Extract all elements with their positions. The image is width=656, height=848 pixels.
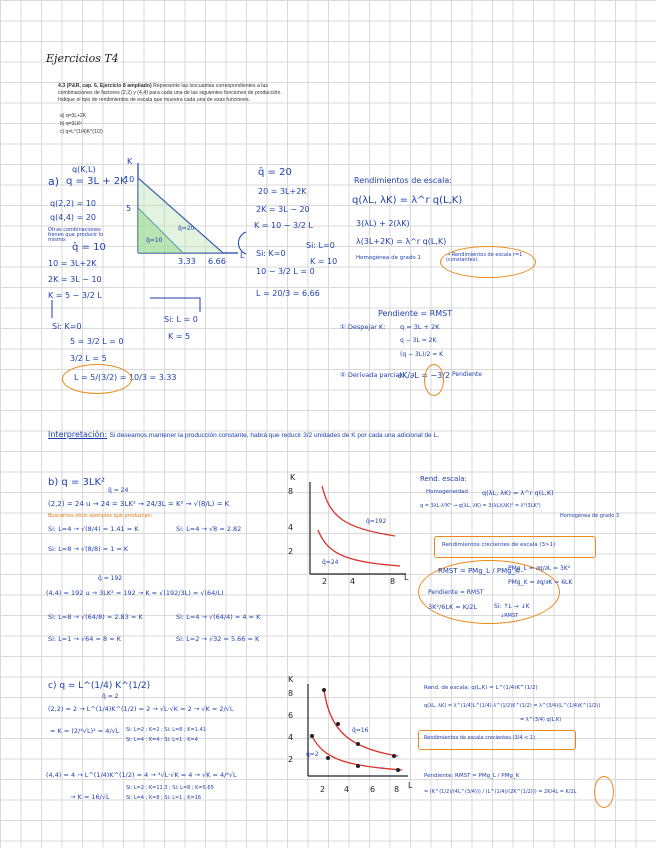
b-line6: Si: L=4 → √(64/4) = 4 = K [176, 613, 261, 621]
a-slope-eq1: q = 3L + 2K [400, 323, 440, 331]
b-rmst7: ↓RMST [500, 613, 519, 619]
c-isoquant-16 [324, 690, 398, 756]
interpretation [48, 430, 439, 439]
b-rmst1: RMST = PMg_L / PMg_K [438, 567, 520, 575]
c-graph-label-2: q̄=2 [306, 751, 319, 758]
a-graph-ytick1: 10 [124, 175, 135, 184]
b-line8: Si: L=2 → √32 = 5.66 = K [176, 635, 260, 643]
a-step1: 10 = 3L+2K [48, 259, 97, 268]
b-isoquant-192 [322, 486, 395, 536]
c-graph-ytick1: 8 [288, 689, 294, 698]
a-slope-label: Pendiente [452, 371, 482, 378]
b-line1: Si: L=4 → √(8/4) = 1.41 = K [48, 525, 139, 533]
b-line7: Si: L=1 → √64 = 8 = K [48, 635, 121, 643]
b-qbar1: q̄ = 24 [108, 487, 129, 494]
a-slope-step1: ① Despejar K: [340, 323, 386, 331]
a-func-label: q(K,L) [72, 165, 96, 174]
a-graph-y-axis-label: K [127, 157, 133, 166]
c-line1: (2,2) = 2 → L^(1/4)K^(1/2) = 2 → √L·√K = 2 → √K = 2/√L [48, 705, 234, 713]
c-line4: Si: L=4 ; K=4 ; Si: L=1 ; K=4 [126, 737, 198, 743]
c-graph-xtick4: 8 [394, 785, 400, 794]
a-slope-title: Pendiente = RMST [378, 309, 453, 318]
a-label: a) [48, 175, 60, 188]
a-graph-label-20: q̄=20 [178, 225, 195, 232]
b-qbar2: q̄ = 192 [98, 575, 123, 582]
a-step9: K = 5 [168, 332, 191, 341]
b-graph-y-axis-label: K [290, 473, 296, 482]
a-rend-step1: 3(λL) + 2(λK) [356, 219, 410, 228]
a-rend-result: → Rendimientos de escala r=1 (constantes). [446, 252, 523, 263]
a-rend-highlight [440, 246, 536, 278]
b-graph-ytick1: 8 [288, 487, 294, 496]
a-step3: K = 5 − 3/2 L [48, 291, 102, 300]
c-graph-x-axis-label: L [408, 781, 413, 790]
exercise-heading: 4.3 (P&R, cap. 6, Ejercicio 8 ampliado) [58, 83, 152, 89]
b-graph-xtick2: 4 [350, 577, 356, 586]
c-graph-xtick3: 6 [370, 785, 376, 794]
b-graph-ytick2: 4 [288, 523, 294, 532]
c-graph-y-axis-label: K [288, 675, 294, 684]
interpretation-text: Si deseamos mantener la producción constante, habrá que reducir 3/2 unidades de K por cada una adicional de L. [109, 432, 440, 439]
c-line8: Si: L=4 ; K=8 ; Si: L=1 ; K=16 [126, 795, 202, 801]
interpretation-label: Interpretación: [48, 430, 108, 439]
c-point [356, 764, 360, 768]
b-graph-x-axis-label: L [404, 573, 409, 582]
c-point [396, 768, 400, 772]
a-isoquant-graph [128, 158, 248, 263]
option-b: b) q=3LK² [60, 120, 83, 127]
a-note: Otras combinaciones tienen que producir lo mismo: [48, 227, 104, 243]
b-rend-homog: Homogénea de grado 3 [560, 513, 620, 519]
b-graph-label-24: q̄=24 [322, 559, 339, 566]
a-graph-x-axis-label: L [240, 251, 245, 260]
a-qbar: q̄ = 10 [72, 242, 106, 253]
a-mid3: 2K = 3L − 20 [256, 205, 310, 214]
a-mid4: K = 10 − 3/2 L [254, 221, 313, 230]
b-rmst6: Si: ↑L → ↓K [494, 603, 530, 610]
c-label: c) q = L^(1/4) K^(1/2) [48, 681, 151, 691]
a-mid9: L = 20/3 = 6.66 [256, 289, 320, 298]
c-isoquant-graph [298, 680, 413, 790]
b-isoquant-graph [300, 478, 410, 583]
b-rmst4: Pendiente = RMST [428, 589, 484, 596]
a-slope-step2: ② Derivada parcial: [340, 371, 404, 379]
c-line7: Si: L=2 ; K=11.3 ; Si: L=8 ; K=5.65 [126, 785, 214, 791]
a-calc2: q(4,4) = 20 [50, 213, 97, 222]
a-mid6: Si: L=0 [306, 241, 335, 250]
a-rend-homog: Homogénea de grado 1 [356, 255, 421, 261]
a-graph-ytick2: 5 [126, 204, 132, 213]
b-rend-result: Rendimientos crecientes de escala (3>1) [442, 542, 556, 548]
a-mid1: q̄ = 20 [258, 167, 292, 178]
c-line3: Si: L=2 ; K=2 ; Si: L=8 ; K=1.41 [126, 727, 206, 733]
b-rmst3: PMg_K = ∂q/∂K = 6LK [508, 579, 573, 586]
c-graph-ytick4: 2 [288, 755, 294, 764]
b-graph-xtick1: 2 [322, 577, 328, 586]
exercise-text: Represente las isocuantas correspondientes a las combinaciones de factores (2,2) y (4,4) para cada una de las siguientes funciones de producción. Indique el tipo de rendimientos de escala que muestra cada una de esas funciones. [58, 83, 282, 103]
c-point [336, 722, 340, 726]
a-mid8: K = 10 [310, 257, 338, 266]
b-note: Buscamos otros ejemplos que produzcan: [48, 513, 153, 519]
c-line6: → K = 16/√L [70, 793, 110, 801]
c-point [326, 756, 330, 760]
a-step4: Si: K=0 [52, 322, 82, 331]
a-graph-xtick2: 6.66 [208, 257, 226, 266]
a-graph-label-10: q̄=10 [146, 237, 163, 244]
b-line2: Si: L=4 → √8 = 2.82 [176, 525, 242, 533]
c-slope-highlight [594, 776, 614, 808]
option-a: a) q=3L+2K [60, 113, 87, 119]
b-line5: Si: L=8 → √(64/8) = 2.83 = K [48, 613, 143, 621]
option-c: c) q=L^(1/4)K^(1/2) [60, 128, 103, 135]
b-graph-xtick3: 8 [390, 577, 396, 586]
page-title: Ejercicios T4 [46, 52, 119, 65]
a-rend-title: Rendimientos de escala: [354, 176, 452, 185]
c-qbar: q̄ = 2 [102, 693, 119, 700]
c-point [322, 688, 326, 692]
c-line5: (4,4) = 4 → L^(1/4)K^(1/2) = 4 → ⁴√L·√K = 4 → √K = 4/⁴√L [46, 771, 237, 779]
c-graph-ytick2: 6 [288, 711, 294, 720]
b-rend-step: q = 3λL·λ²K² → q(λL, λK) = 3(λL)(λK)² = λ³(3LK²) [420, 503, 541, 509]
c-rend-step2: = λ^(3/4) q(L,K) [520, 717, 562, 723]
c-graph-xtick1: 2 [320, 785, 326, 794]
c-rend-title: Rend. de escala: q(L,K) = L^(1/4)K^(1/2) [424, 685, 538, 691]
b-line4: (4,4) = 192 u → 3LK² = 192 → K = √(192/3L) = √(64/L) [46, 589, 224, 597]
a-mid7: 10 − 3/2 L = 0 [256, 267, 315, 276]
b-graph-ytick3: 2 [288, 547, 294, 556]
a-step5: 5 = 3/2 L = 0 [70, 337, 124, 346]
a-equation: q = 3L + 2K [66, 176, 127, 187]
c-slope2: = (K^(1/2)/(4L^(3/4))) / (L^(1/4)/(2K^(1/2))) = 2K/4L = K/2L [424, 789, 577, 795]
c-graph-ytick3: 4 [288, 733, 294, 742]
b-label: b) q = 3LK² [48, 477, 106, 488]
c-rend-result: Rendimientos de escala crecientes (3/4 < 1) [424, 735, 536, 741]
a-mid2: 20 = 3L+2K [258, 187, 307, 196]
a-graph-xtick1: 3.33 [178, 257, 196, 266]
a-step6: 3/2 L = 5 [70, 354, 107, 363]
c-rend-step1: q(λL, λK) = λ^(1/4)L^(1/4)·λ^(1/2)K^(1/2) = λ^(3/4)(L^(1/4)K^(1/2)) [424, 703, 601, 709]
c-point [310, 734, 314, 738]
c-graph-label-16: q̄=16 [352, 727, 369, 734]
a-slope-eq2: q − 3L = 2K [400, 337, 437, 344]
b-rend-title: Rend. escala: [420, 475, 467, 483]
b-rmst2: PMg_L = ∂q/∂L = 3K² [508, 565, 571, 572]
a-slope-result: ∂K/∂L = −3/2 [398, 371, 451, 380]
b-calc: (2,2) = 24 u → 24 = 3LK² → 24/3L = K² → √(8/L) = K [48, 500, 230, 508]
a-step2: 2K = 3L − 10 [48, 275, 102, 284]
c-point [392, 754, 396, 758]
a-slope-eq3: (q − 3L)/2 = K [400, 351, 444, 358]
c-line2: = K = (2/⁴√L)² = 4/√L [50, 727, 120, 735]
c-slope1: Pendiente: RMST = PMg_L / PMg_K [424, 773, 520, 779]
a-calc1: q(2,2) = 10 [50, 199, 97, 208]
c-graph-xtick2: 4 [344, 785, 350, 794]
b-rend-homog-label: Homogeneidad [426, 489, 468, 495]
c-point [356, 742, 360, 746]
b-rend-def: q(λL, λK) = λ^r q(L,K) [482, 489, 554, 497]
a-slope-highlight [424, 364, 444, 396]
a-step8: Si: L = 0 [164, 315, 198, 324]
a-rend-def: q(λL, λK) = λ^r q(L,K) [352, 195, 463, 206]
a-mid5: Si: K=0 [256, 249, 286, 258]
b-rmst5: 3K²/6LK = K/2L [428, 603, 478, 611]
b-graph-label-192: q̄=192 [366, 518, 387, 525]
a-rend-step2: λ(3L+2K) = λ^r q(L,K) [356, 237, 447, 246]
b-line3: Si: L=8 → √(8/8) = 1 = K [48, 545, 129, 553]
a-step7: L = 5/(3/2) = 10/3 = 3.33 [74, 373, 177, 382]
